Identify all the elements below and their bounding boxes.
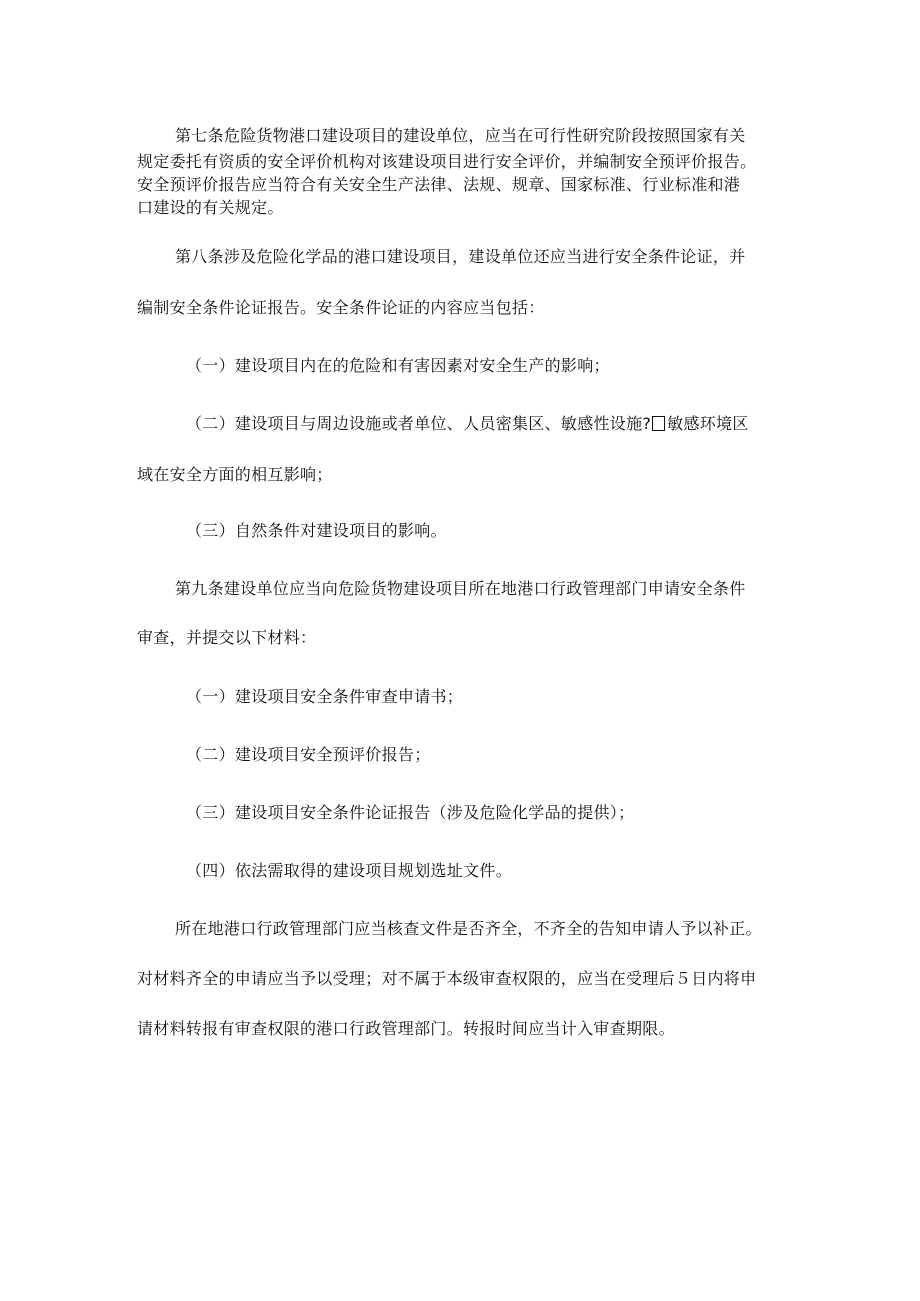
article-8-item-2	[186, 413, 749, 435]
article-8-line-1: 第八条涉及危险化学品的港口建设项目，建设单位还应当进行安全条件论证，并	[175, 247, 746, 266]
article-8-item-3: （三）自然条件对建设项目的影响。	[186, 521, 447, 540]
final-paragraph-line-3: 请材料转报有审查权限的港口行政管理部门。转报时间应当计入审查期限。	[137, 1019, 675, 1038]
final-paragraph-line-2: 对材料齐全的申请应当予以受理；对不属于本级审查权限的，应当在受理后５日内将申	[137, 969, 757, 988]
article-7-line-3: 安全预评价报告应当符合有关安全生产法律、法规、规章、国家标准、行业标准和港	[137, 175, 741, 194]
article-9-item-4: （四）依法需取得的建设项目规划选址文件。	[186, 861, 513, 880]
article-8-item-2-text-b: 敏感环境区	[667, 414, 749, 433]
article-9-item-2: （二）建设项目安全预评价报告；	[186, 745, 431, 764]
article-7-line-1: 第七条危险货物港口建设项目的建设单位，应当在可行性研究阶段按照国家有关	[175, 126, 746, 145]
article-8-item-1: （一）建设项目内在的危险和有害因素对安全生产的影响；	[186, 356, 610, 375]
final-paragraph-line-1: 所在地港口行政管理部门应当核查文件是否齐全，不齐全的告知申请人予以补正。	[175, 919, 762, 938]
article-8-item-2-continued: 域在安全方面的相互影响；	[137, 465, 333, 484]
article-9-item-1: （一）建设项目安全条件审查申请书；	[186, 687, 464, 706]
article-9-item-3: （三）建设项目安全条件论证报告（涉及危险化学品的提供）；	[186, 803, 635, 822]
article-7-line-4: 口建设的有关规定。	[137, 198, 284, 217]
article-7-line-2: 规定委托有资质的安全评价机构对该建设项目进行安全评价，并编制安全预评价报告。	[137, 152, 757, 171]
article-8-line-2: 编制安全条件论证报告。安全条件论证的内容应当包括：	[137, 298, 545, 317]
article-9-line-1: 第九条建设单位应当向危险货物建设项目所在地港口行政管理部门申请安全条件	[175, 579, 746, 598]
article-8-item-2-text-a: （二）建设项目与周边设施或者单位、人员密集区、敏感性设施?	[186, 414, 652, 433]
article-9-line-2: 审查，并提交以下材料：	[137, 628, 317, 647]
missing-glyph-box-icon	[652, 416, 665, 431]
